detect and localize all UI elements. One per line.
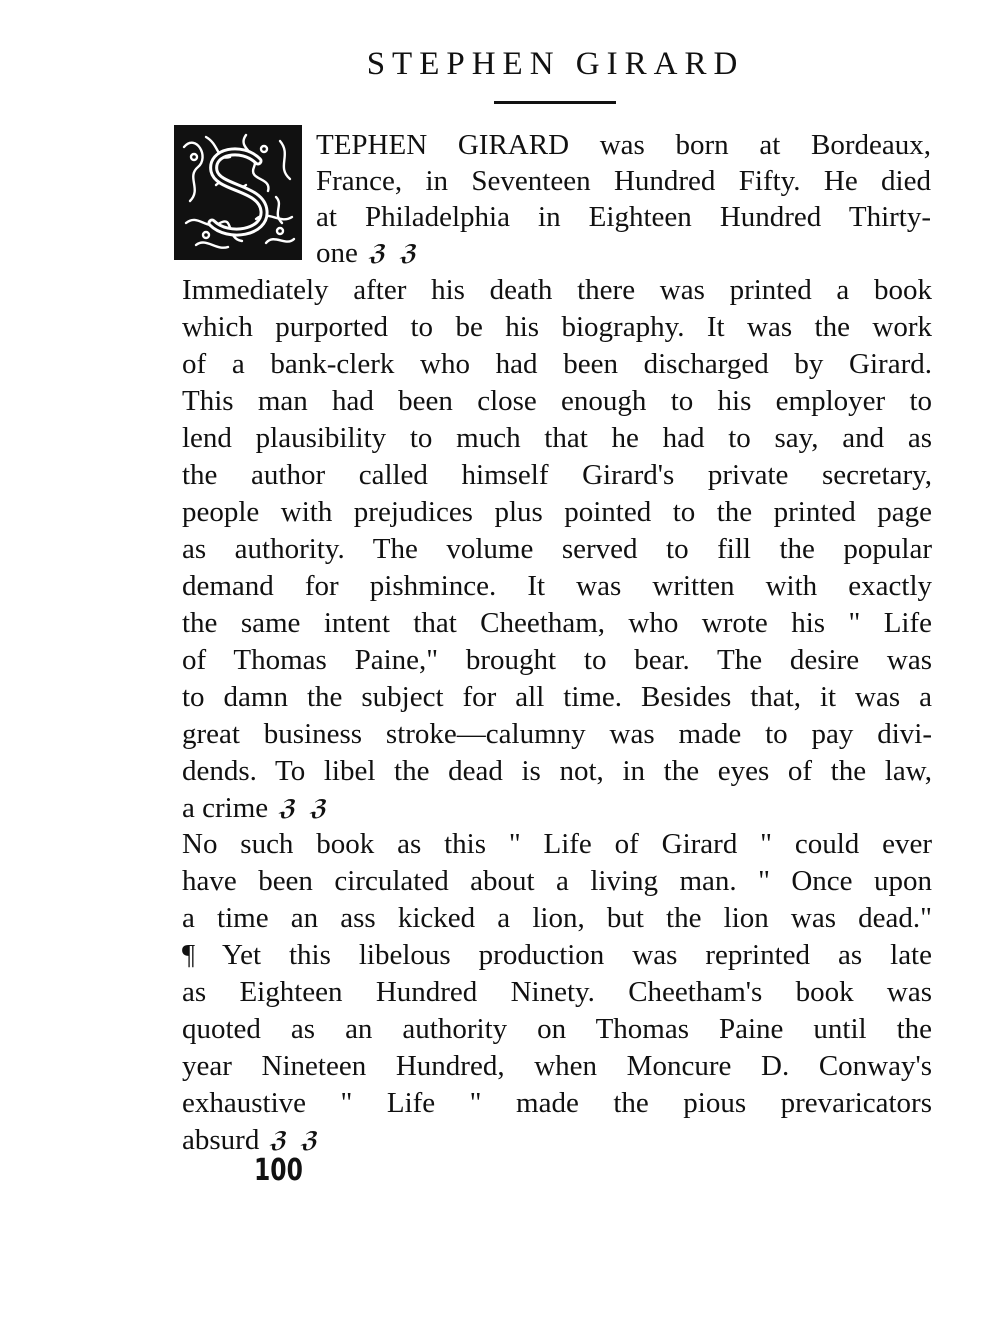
- text-line: TEPHEN GIRARD was born at Bordeaux,: [316, 129, 931, 161]
- head-rule: [494, 101, 616, 104]
- text-line: to damn the subject for all time. Besides that, it was a: [182, 681, 932, 713]
- text-line: at Philadelphia in Eighteen Hundred Thirty-: [316, 201, 931, 233]
- text-line: absurd: [182, 1124, 260, 1156]
- text-line: which purported to be his biography. It was the work: [182, 311, 932, 343]
- text-line: quoted as an authority on Thomas Paine until the: [182, 1013, 932, 1045]
- text-line: the author called himself Girard's private secretary,: [182, 459, 932, 491]
- ornamental-vine-icon: [176, 127, 300, 258]
- fleuron-ornament-icon: ℨ: [276, 796, 301, 821]
- fleuron-ornament-icon: ℨ: [298, 1128, 323, 1153]
- text-line: exhaustive " Life " made the pious prevaricators: [182, 1087, 932, 1119]
- text-line: a crime: [182, 792, 269, 824]
- text-line: one: [316, 237, 358, 269]
- text-line: dends. To libel the dead is not, in the eyes of the law,: [182, 755, 932, 787]
- text-line: year Nineteen Hundred, when Moncure D. Conway's: [182, 1050, 932, 1082]
- decorated-initial-s: [174, 125, 302, 260]
- text-line: France, in Seventeen Hundred Fifty. He died: [316, 165, 931, 197]
- fleuron-ornament-icon: ℨ: [366, 241, 391, 266]
- text-line: the same intent that Cheetham, who wrote his " Life: [182, 607, 932, 639]
- running-head: STEPHEN GIRARD: [366, 46, 745, 82]
- text-line: as authority. The volume served to fill the popular: [182, 533, 932, 565]
- text-line: of Thomas Paine," brought to bear. The desire was: [182, 644, 932, 676]
- text-line: have been circulated about a living man. " Once upon: [182, 865, 932, 897]
- fleuron-ornament-icon: ℨ: [268, 1128, 292, 1153]
- text-line: as Eighteen Hundred Ninety. Cheetham's book was: [182, 976, 932, 1008]
- text-line: great business stroke—calumny was made to pay divi-: [182, 718, 932, 750]
- text-line: No such book as this " Life of Girard " could ever: [182, 828, 932, 860]
- text-line: This man had been close enough to his employer to: [182, 385, 932, 417]
- text-line: demand for pishmince. It was written with exactly: [182, 570, 932, 602]
- text-line-with-fleurons: [182, 790, 932, 826]
- fleuron-ornament-icon: ℨ: [307, 796, 332, 821]
- page-number: 100: [254, 1153, 303, 1188]
- text-line: people with prejudices plus pointed to the printed page: [182, 496, 932, 528]
- text-line: Immediately after his death there was printed a book: [182, 274, 932, 306]
- fleuron-ornament-icon: ℨ: [397, 241, 421, 266]
- text-line-with-fleurons: [316, 235, 931, 271]
- text-line: a time an ass kicked a lion, but the lion was dead.": [182, 902, 932, 934]
- text-line: lend plausibility to much that he had to say, and as: [182, 422, 932, 454]
- text-line: of a bank-clerk who had been discharged by Girard.: [182, 348, 932, 380]
- text-line-pilcrow: ¶ Yet this libelous production was reprinted as late: [182, 939, 932, 971]
